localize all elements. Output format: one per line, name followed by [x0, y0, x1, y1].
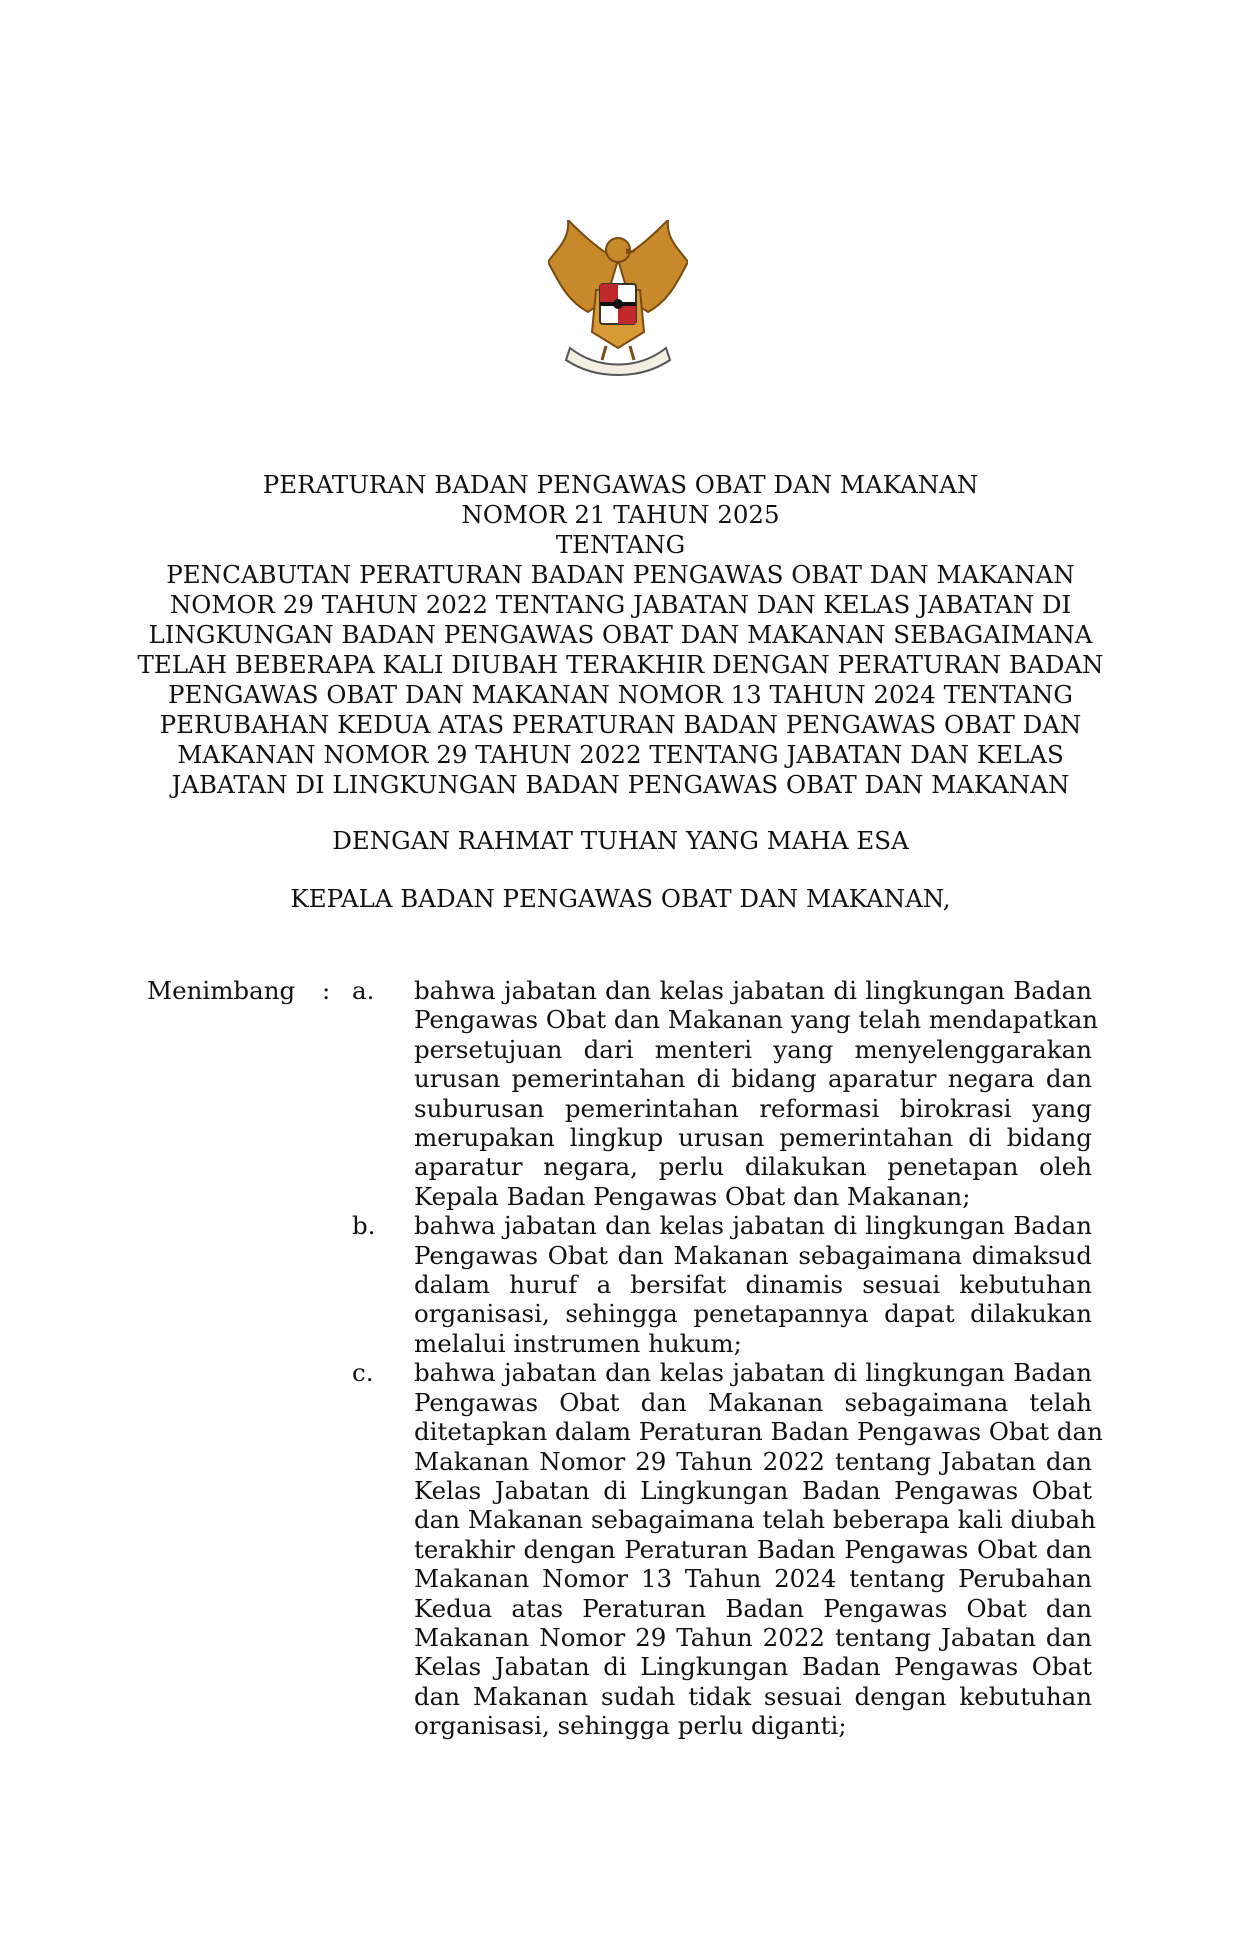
title-line: PERATURAN BADAN PENGAWAS OBAT DAN MAKANAN: [262, 470, 979, 499]
issuing-authority: KEPALA BADAN PENGAWAS OBAT DAN MAKANAN,: [290, 884, 951, 913]
item-text-line: bahwa jabatan dan kelas jabatan di lingkungan Badan: [414, 1211, 1092, 1241]
item-text: [414, 1358, 1103, 1741]
item-text-line: suburusan pemerintahan reformasi birokrasi yang: [414, 1093, 1092, 1123]
title-line: PERUBAHAN KEDUA ATAS PERATURAN BADAN PENGAWAS OBAT DAN: [159, 710, 1082, 739]
item-text-line: Kelas Jabatan di Lingkungan Badan Pengawas Obat: [414, 1652, 1092, 1682]
item-text-line: ditetapkan dalam Peraturan Badan Pengawas Obat dan: [414, 1417, 1103, 1447]
title-line: TENTANG: [555, 530, 686, 559]
garuda-emblem-icon: [548, 220, 688, 380]
item-text-line: Pengawas Obat dan Makanan sebagaimana telah: [414, 1387, 1092, 1417]
item-text-line: Pengawas Obat dan Makanan yang telah mendapatkan: [414, 1005, 1099, 1035]
considering-item: [352, 976, 1099, 1211]
item-text-line: Makanan Nomor 29 Tahun 2022 tentang Jabatan dan: [414, 1446, 1092, 1476]
item-text-line: merupakan lingkup urusan pemerintahan di bidang: [414, 1123, 1092, 1153]
item-text-line: organisasi, sehingga penetapannya dapat dilakukan: [414, 1299, 1092, 1329]
item-text: [414, 1211, 1092, 1358]
title-line: MAKANAN NOMOR 29 TAHUN 2022 TENTANG JABATAN DAN KELAS: [177, 740, 1064, 769]
item-text-line: Makanan Nomor 29 Tahun 2022 tentang Jabatan dan: [414, 1622, 1092, 1652]
item-text-line: urusan pemerintahan di bidang aparatur negara dan: [414, 1064, 1092, 1094]
item-text: [414, 976, 1099, 1211]
item-text-line: persetujuan dari menteri yang menyelenggarakan: [414, 1034, 1092, 1064]
title-line: JABATAN DI LINGKUNGAN BADAN PENGAWAS OBAT DAN MAKANAN: [171, 770, 1070, 799]
title-line: NOMOR 21 TAHUN 2025: [461, 500, 780, 529]
considering-label: Menimbang: [147, 976, 296, 1005]
item-text-line: Kedua atas Peraturan Badan Pengawas Obat dan: [414, 1593, 1092, 1623]
item-letter: c.: [352, 1358, 374, 1388]
title-line: NOMOR 29 TAHUN 2022 TENTANG JABATAN DAN KELAS JABATAN DI: [169, 590, 1072, 619]
regulation-title: [100, 470, 1141, 800]
considering-list: [352, 976, 1103, 1741]
preamble-grace: DENGAN RAHMAT TUHAN YANG MAHA ESA: [332, 826, 909, 855]
item-text-line: bahwa jabatan dan kelas jabatan di lingkungan Badan: [414, 1358, 1092, 1388]
item-text-line: terakhir dengan Peraturan Badan Pengawas Obat dan: [414, 1534, 1092, 1564]
item-letter: a.: [352, 976, 375, 1005]
considering-item: [352, 1211, 1092, 1358]
item-text-line: dalam huruf a bersifat dinamis sesuai kebutuhan: [414, 1270, 1092, 1300]
title-line: LINGKUNGAN BADAN PENGAWAS OBAT DAN MAKANAN SEBAGAIMANA: [148, 620, 1093, 649]
title-line: PENGAWAS OBAT DAN MAKANAN NOMOR 13 TAHUN 2024 TENTANG: [168, 680, 1073, 709]
title-line: PENCABUTAN PERATURAN BADAN PENGAWAS OBAT DAN MAKANAN: [166, 560, 1075, 589]
considering-colon: :: [322, 976, 331, 1005]
item-letter: b.: [352, 1211, 376, 1241]
title-line: TELAH BEBERAPA KALI DIUBAH TERAKHIR DENGAN PERATURAN BADAN: [137, 650, 1104, 679]
item-text-line: bahwa jabatan dan kelas jabatan di lingkungan Badan: [414, 976, 1092, 1005]
item-text-line: dan Makanan sebagaimana telah beberapa kali diubah: [414, 1505, 1096, 1535]
item-text-line: Makanan Nomor 13 Tahun 2024 tentang Perubahan: [414, 1564, 1092, 1594]
item-text-line: Pengawas Obat dan Makanan sebagaimana dimaksud: [414, 1240, 1092, 1270]
item-text-line: dan Makanan sudah tidak sesuai dengan kebutuhan: [414, 1681, 1092, 1711]
item-text-line: organisasi, sehingga perlu diganti;: [414, 1711, 847, 1741]
item-text-line: Kelas Jabatan di Lingkungan Badan Pengawas Obat: [414, 1475, 1092, 1505]
considering-item: [352, 1358, 1103, 1741]
item-text-line: Kepala Badan Pengawas Obat dan Makanan;: [414, 1181, 971, 1211]
item-text-line: melalui instrumen hukum;: [414, 1328, 742, 1358]
item-text-line: aparatur negara, perlu dilakukan penetapan oleh: [414, 1152, 1092, 1182]
